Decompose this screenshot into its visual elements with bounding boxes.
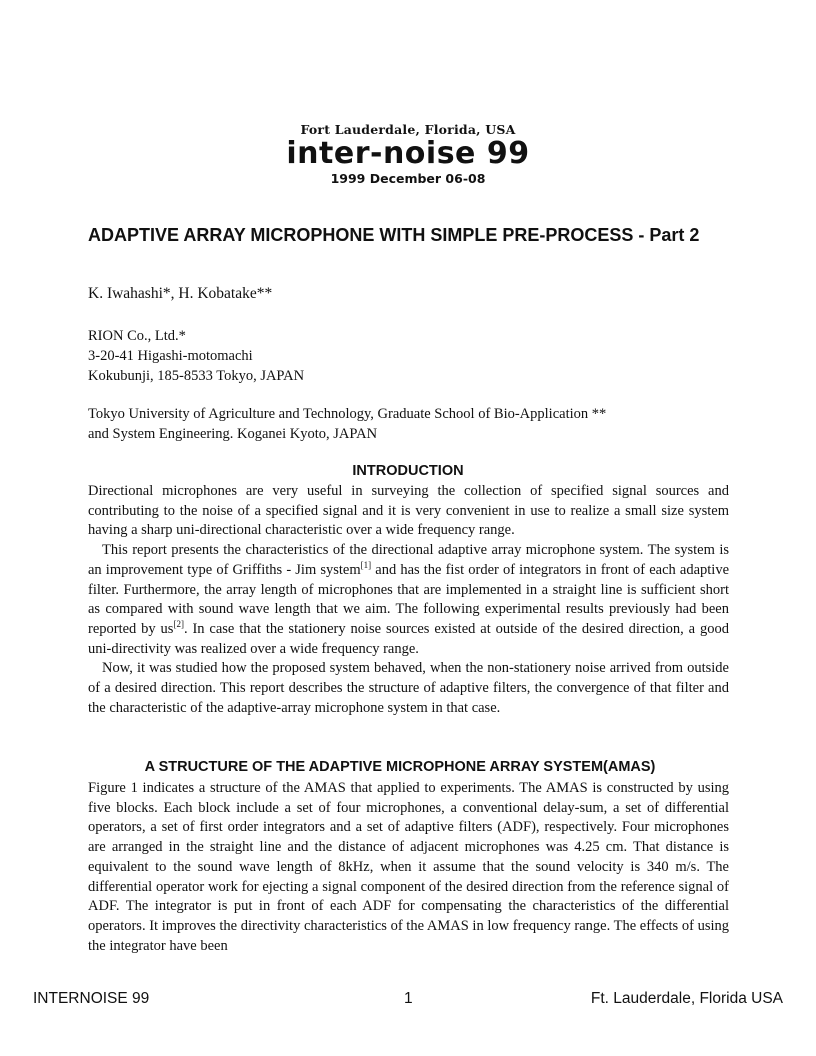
section-heading-introduction: INTRODUCTION	[352, 463, 464, 479]
affiliation-line: RION Co., Ltd.*	[88, 328, 186, 344]
citation: [1]	[360, 559, 372, 570]
paper-title: ADAPTIVE ARRAY MICROPHONE WITH SIMPLE PRE-PROCESS - Part 2	[88, 225, 700, 245]
section-heading-structure: A STRUCTURE OF THE ADAPTIVE MICROPHONE ARRAY SYSTEM(AMAS)	[144, 759, 656, 775]
authors: K. Iwahashi*, H. Kobatake**	[88, 285, 273, 302]
paragraph: Figure 1 indicates a structure of the AMAS that applied to experiments. The AMAS is constructed by using five blocks. Each block include a set of four microphones, a conventional delay-sum, a set of differential operators, a set of first order integrators and a set of adaptive filters (ADF), respectively. Four microphones are arranged in the straight line and the distance of adjacent microphones was 4.25 cm. That distance is equivalent to the sound wave length of 8kHz, when it assume that the sound velocity is 340 m/s. The differential operator work for ejecting a signal component of the desired direction from the reference signal of ADF. The integrator is put in front of each ADF for compensating the characteristics of the differential operators. It improves the directivity characteristics of the AMAS in low frequency range. The effects of using the integrator have been	[88, 780, 729, 954]
paragraph	[88, 541, 729, 659]
paragraph-text: . In case that the stationery noise sources existed at outside of the desired direction, a good uni-directivity was realized over a wide frequency range.	[88, 620, 729, 657]
affiliation-line: Tokyo University of Agriculture and Technology, Graduate School of Bio-Application **	[88, 406, 607, 422]
footer-location: Ft. Lauderdale, Florida USA	[590, 990, 783, 1007]
conference-logo: inter-noise 99	[286, 136, 530, 171]
conference-header	[0, 122, 816, 186]
footer-page-number: 1	[404, 990, 413, 1007]
affiliation-line: and System Engineering. Koganei Kyoto, JAPAN	[88, 426, 378, 442]
paragraph-text: This report presents the characteristics of the directional adaptive array microphone system. The system is an improvement type of Griffiths - Jim system	[88, 542, 729, 578]
structure-body	[88, 779, 729, 956]
footer-conference: INTERNOISE 99	[33, 990, 150, 1007]
paragraph-text: and has the fist order of integrators in front of each adaptive filter. Furthermore, the array length of microphones that are implemented in a straight line is sufficient short as compared with sound wave length that we aim. The following experimental results previously had been reported by us	[88, 561, 730, 637]
citation: [2]	[173, 619, 184, 630]
affiliation-rion	[88, 326, 304, 386]
paragraph: Directional microphones are very useful in surveying the collection of specified signal sources and contributing to the noise of a specified signal and it is very convenient in use to realize a small size system having a sharp uni-directional characteristic over a wide frequency range.	[88, 483, 729, 539]
conference-date: 1999 December 06-08	[330, 171, 486, 186]
introduction-body	[88, 482, 729, 718]
affiliation-line: Kokubunji, 185-8533 Tokyo, JAPAN	[88, 368, 305, 384]
affiliation-tokyo-university	[88, 404, 606, 444]
conference-place: Fort Lauderdale, Florida, USA	[300, 122, 516, 137]
affiliation-line: 3-20-41 Higashi-motomachi	[88, 348, 253, 364]
paragraph: Now, it was studied how the proposed system behaved, when the non-stationery noise arrived from outside of a desired direction. This report describes the structure of adaptive filters, the convergence of that filter and the characteristic of the adaptive-array microphone system in that case.	[88, 660, 729, 716]
